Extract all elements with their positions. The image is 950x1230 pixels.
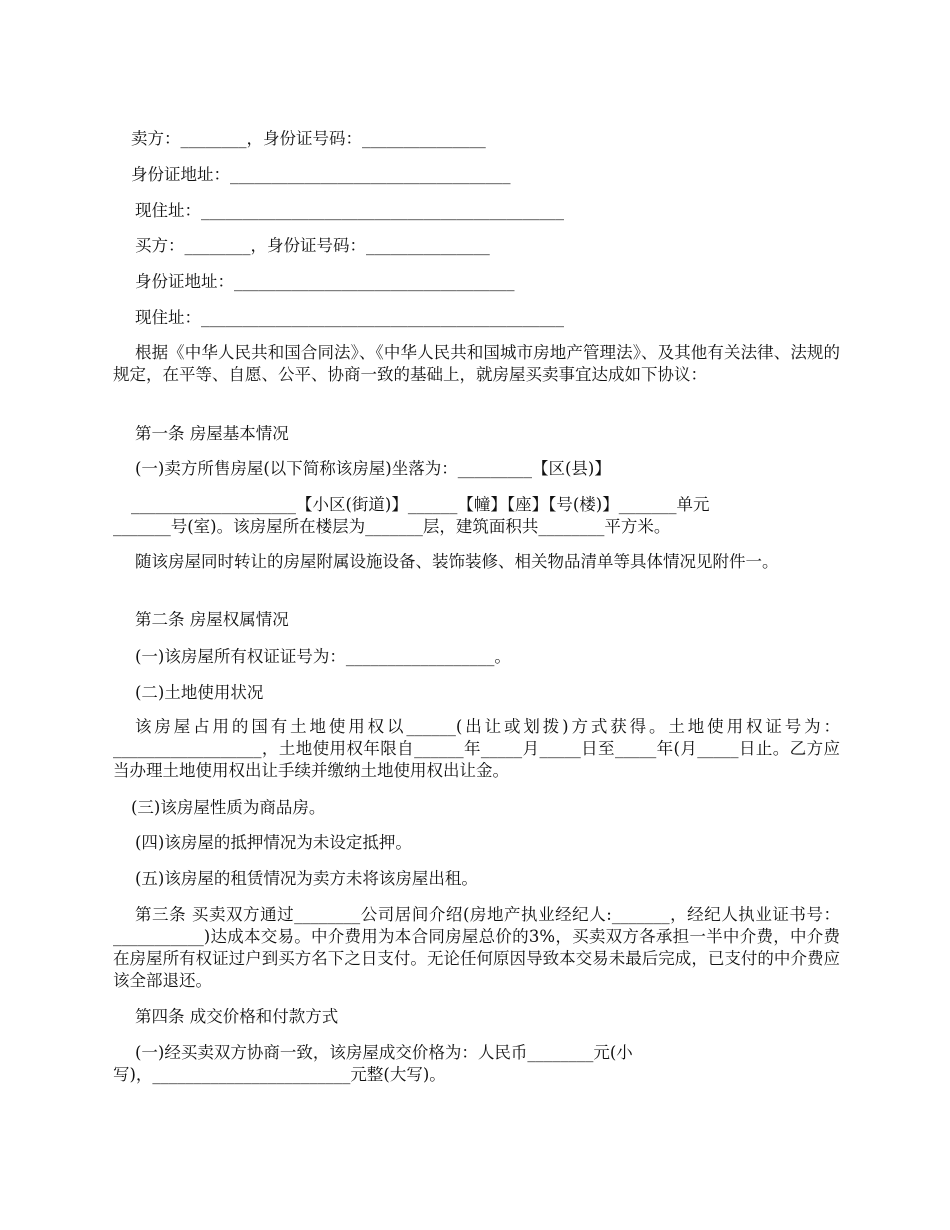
buyer-current-address: 现住址：____________________________________________ bbox=[135, 308, 564, 327]
preamble-paragraph: 根据《中华人民共和国合同法》、《中华人民共和国城市房地产管理法》、及其他有关法律、法规的规定，在平等、自愿、公平、协商一致的基础上，就房屋买卖事宜达成如下协议： bbox=[113, 343, 840, 384]
article-2-clause-4: (四)该房屋的抵押情况为未设定抵押。 bbox=[135, 833, 412, 852]
article-2-clause-3: (三)该房屋性质为商品房。 bbox=[131, 798, 326, 817]
seller-line: 卖方：________，身份证号码：_______________ bbox=[131, 129, 486, 148]
article-2-clause-5: (五)该房屋的租赁情况为卖方未将该房屋出租。 bbox=[135, 869, 478, 888]
article-1-note: 随该房屋同时转让的房屋附属设施设备、装饰装修、相关物品清单等具体情况见附件一。 bbox=[135, 552, 779, 571]
article-4-clause-1-line-2: 写)，________________________元整(大写)。 bbox=[113, 1065, 446, 1084]
article-2-land-use-paragraph: 该房屋占用的国有土地使用权以______(出让或划拨)方式获得。土地使用权证号为：__________________，土地使用权年限自______年_____月_____日至_____年(月_____日止。乙方应当办理土地使用权出让手续并缴纳土地使用权出让金。 bbox=[113, 717, 840, 780]
article-4-clause-1-line-1: (一)经买卖双方协商一致，该房屋成交价格为：人民币________元(小 bbox=[135, 1043, 633, 1062]
article-2-title: 第二条 房屋权属情况 bbox=[135, 610, 289, 629]
article-1-title: 第一条 房屋基本情况 bbox=[135, 424, 289, 443]
article-2-clause-1: (一)该房屋所有权证证号为：__________________。 bbox=[135, 647, 511, 666]
article-1-clause-1-line-2: ____________________【小区(街道)】______【幢】【座】【号(楼)】_______单元 bbox=[131, 495, 710, 514]
article-4-title: 第四条 成交价格和付款方式 bbox=[135, 1007, 339, 1026]
buyer-line: 买方：________，身份证号码：_______________ bbox=[135, 236, 490, 255]
article-3-paragraph: 第三条 买卖双方通过________公司居间介绍(房地产执业经纪人:_______，经纪人执业证书号：___________)达成本交易。中介费用为本合同房屋总价的3%，买卖双方各承担一半中介费，中介费在房屋所有权证过户到买方名下之日支付。无论任何原因导致本交易未最后完成，已支付的中介费应该全部退还。 bbox=[113, 905, 840, 990]
seller-current-address: 现住址：____________________________________________ bbox=[135, 201, 564, 220]
article-1-clause-1-line-3: _______号(室)。该房屋所在楼层为_______层，建筑面积共________平方米。 bbox=[113, 517, 671, 536]
seller-id-address: 身份证地址：__________________________________ bbox=[131, 165, 511, 184]
buyer-id-address: 身份证地址：__________________________________ bbox=[135, 272, 515, 291]
article-1-clause-1-line-1: (一)卖方所售房屋(以下简称该房屋)坐落为：_________【区(县)】 bbox=[135, 459, 611, 478]
article-2-clause-2: (二)土地使用状况 bbox=[135, 683, 264, 702]
